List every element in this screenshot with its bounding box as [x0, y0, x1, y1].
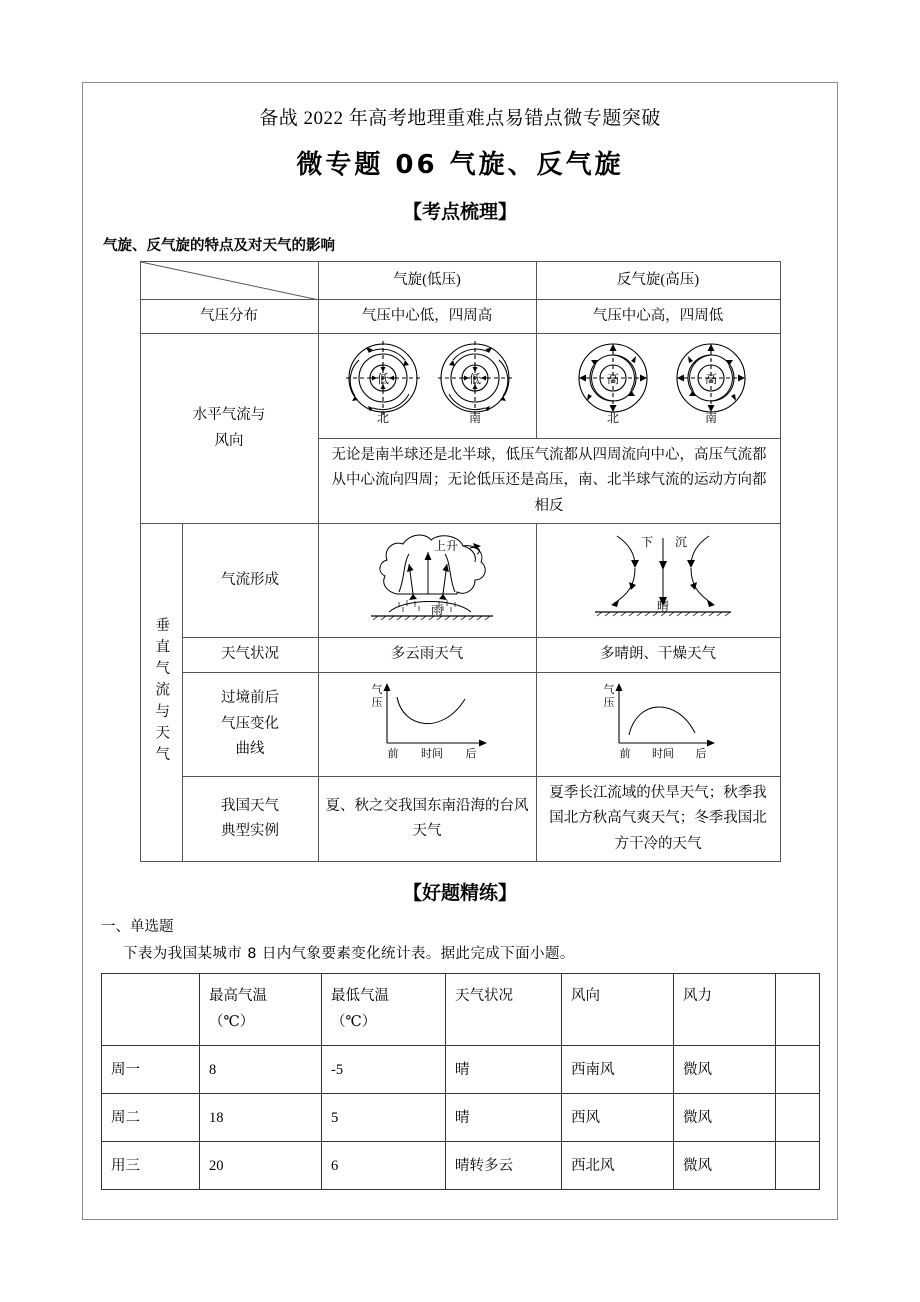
header-weather: 天气状况: [446, 974, 562, 1046]
corner-cell: [140, 262, 318, 300]
cell-tmax: 18: [200, 1094, 322, 1142]
cell-wind-force: 微风: [674, 1094, 776, 1142]
header-tmax-label: 最高气温: [209, 988, 267, 1005]
weather-data-table: [101, 973, 820, 1190]
sinking-air-clear-sky-icon: [543, 528, 783, 624]
section-heading-review: 【考点梳理】: [402, 201, 517, 223]
table-row: [140, 777, 780, 862]
cell-typical-examples-anticyclone: 夏季长江流域的伏旱天气；秋季我国北方秋高气爽天气；冬季我国北方干冷的天气: [536, 777, 780, 862]
anticyclone-pressure-line-chart-icon: [543, 677, 783, 763]
page-title: 微专题 06 气旋、反气旋: [296, 150, 624, 180]
header-anticyclone: 反气旋(高压): [536, 262, 780, 300]
cell-horizontal-airflow-note: 无论是南半球还是北半球，低压气流都从四周流向中心，高压气流都从中心流向四周；无论低压还是高压，南、北半球气流的运动方向都相反: [318, 438, 780, 523]
row-label-horizontal-airflow: [140, 334, 318, 524]
svg-text:后: 后: [695, 746, 706, 760]
header-tmax: [200, 974, 322, 1046]
header-tmin-unit: （℃）: [331, 1014, 377, 1031]
table-header-row: [102, 974, 820, 1046]
chart-anticyclone-pressure-curve: [536, 672, 780, 776]
row-label-typical-examples-line2: 典型实例: [221, 823, 279, 840]
comparison-table: [140, 261, 781, 862]
svg-text:雨: 雨: [430, 602, 443, 617]
section-heading-practice: 【好题精练】: [402, 882, 517, 905]
cell-extra: [776, 1046, 820, 1094]
svg-text:时间: 时间: [420, 746, 443, 760]
table-row: [140, 672, 780, 776]
cyclone-circulation-diagram-icon: [325, 338, 539, 424]
cell-tmin: -5: [322, 1046, 446, 1094]
cell-anticyclone-wind-diagrams: [536, 334, 780, 438]
header-cyclone: 气旋(低压): [318, 262, 536, 300]
cell-day: 周一: [102, 1046, 200, 1094]
header-tmax-unit: （℃）: [209, 1014, 255, 1031]
cell-typical-examples-cyclone: 夏、秋之交我国东南沿海的台风天气: [318, 777, 536, 862]
cell-anticyclone-vertical-diagram: [536, 523, 780, 637]
cell-weather: 晴转多云: [446, 1142, 562, 1190]
rising-air-cumulonimbus-icon: [325, 528, 539, 624]
cell-wind-direction: 西北风: [562, 1142, 674, 1190]
svg-text:低: 低: [468, 372, 481, 387]
svg-text:下: 下: [640, 534, 653, 549]
table-row: [140, 300, 780, 334]
diagonal-divider-icon: [141, 262, 319, 300]
header-wind-direction: 风向: [562, 974, 674, 1046]
cell-weather: 晴: [446, 1046, 562, 1094]
row-label-typical-examples-line1: 我国天气: [221, 797, 279, 814]
cell-pressure-distribution-anticyclone: 气压中心高，四周低: [536, 300, 780, 334]
svg-text:高: 高: [606, 372, 619, 387]
svg-text:北: 北: [376, 411, 389, 425]
cell-wind-direction: 西南风: [562, 1046, 674, 1094]
cell-wind-force: 微风: [674, 1142, 776, 1190]
document-page: [82, 82, 838, 1220]
svg-text:南: 南: [704, 411, 717, 425]
cell-cyclone-vertical-diagram: [318, 523, 536, 637]
cell-weather: 晴: [446, 1094, 562, 1142]
svg-text:南: 南: [468, 411, 481, 425]
row-label-pressure-curve-line3: 曲线: [235, 741, 265, 757]
table-row: [140, 262, 780, 300]
svg-text:压: 压: [371, 695, 382, 709]
header-wind-force: 风力: [674, 974, 776, 1046]
svg-text:气: 气: [603, 682, 614, 696]
chart-cyclone-pressure-curve: [318, 672, 536, 776]
svg-text:气: 气: [371, 682, 382, 696]
cell-tmin: 5: [322, 1094, 446, 1142]
svg-text:上升: 上升: [433, 538, 458, 553]
cell-day: 用三: [102, 1142, 200, 1190]
table-row: [102, 1142, 820, 1190]
row-label-horizontal-airflow-line2: 风向: [214, 432, 244, 449]
cell-tmax: 8: [200, 1046, 322, 1094]
cell-weather-state-anticyclone: 多晴朗、干燥天气: [536, 638, 780, 672]
svg-text:前: 前: [387, 746, 398, 760]
row-label-typical-examples: [182, 777, 318, 862]
svg-text:压: 压: [603, 695, 614, 709]
cell-wind-force: 微风: [674, 1046, 776, 1094]
svg-text:北: 北: [606, 411, 619, 425]
svg-text:沉: 沉: [674, 534, 687, 549]
header-tmin: [322, 974, 446, 1046]
cell-wind-direction: 西风: [562, 1094, 674, 1142]
cell-day: 周二: [102, 1094, 200, 1142]
row-label-airflow-formation: 气流形成: [182, 523, 318, 637]
row-label-pressure-distribution: 气压分布: [140, 300, 318, 334]
header-extra: [776, 974, 820, 1046]
cyclone-pressure-line-chart-icon: [325, 677, 539, 763]
row-label-pressure-curve-line1: 过境前后: [221, 690, 279, 707]
row-label-vertical-group-text: 垂直气流与天气: [153, 617, 170, 768]
document-subtitle: 备战 2022 年高考地理重难点易错点微专题突破: [259, 108, 661, 129]
cell-extra: [776, 1142, 820, 1190]
question-type-label: 一、单选题: [101, 919, 174, 936]
row-label-pressure-curve: [182, 672, 318, 776]
svg-text:前: 前: [619, 746, 630, 760]
row-label-pressure-curve-line2: 气压变化: [221, 715, 279, 732]
cell-cyclone-wind-diagrams: [318, 334, 536, 438]
row-label-horizontal-airflow-line1: 水平气流与: [192, 407, 266, 424]
cell-weather-state-cyclone: 多云雨天气: [318, 638, 536, 672]
svg-text:晴: 晴: [656, 598, 669, 613]
cell-tmin: 6: [322, 1142, 446, 1190]
cell-tmax: 20: [200, 1142, 322, 1190]
table-row: [140, 638, 780, 672]
table-row: [140, 334, 780, 438]
cell-pressure-distribution-cyclone: 气压中心低，四周高: [318, 300, 536, 334]
question-stem: 下表为我国某城市 8 日内气象要素变化统计表。据此完成下面小题。: [123, 946, 575, 963]
svg-text:时间: 时间: [651, 746, 674, 760]
cyclone-north-center-label: 低: [376, 372, 389, 387]
table-row: [102, 1094, 820, 1142]
row-label-weather-state: 天气状况: [182, 638, 318, 672]
page-content: [83, 83, 837, 1190]
anticyclone-circulation-diagram-icon: [543, 338, 783, 424]
review-caption: 气旋、反气旋的特点及对天气的影响: [103, 238, 335, 254]
table-row: [140, 523, 780, 637]
table-row: [102, 1046, 820, 1094]
svg-text:高: 高: [704, 372, 717, 387]
header-day: [102, 974, 200, 1046]
header-tmin-label: 最低气温: [331, 988, 389, 1005]
svg-text:后: 后: [465, 746, 476, 760]
cell-extra: [776, 1094, 820, 1142]
row-label-vertical-group: [140, 523, 182, 861]
